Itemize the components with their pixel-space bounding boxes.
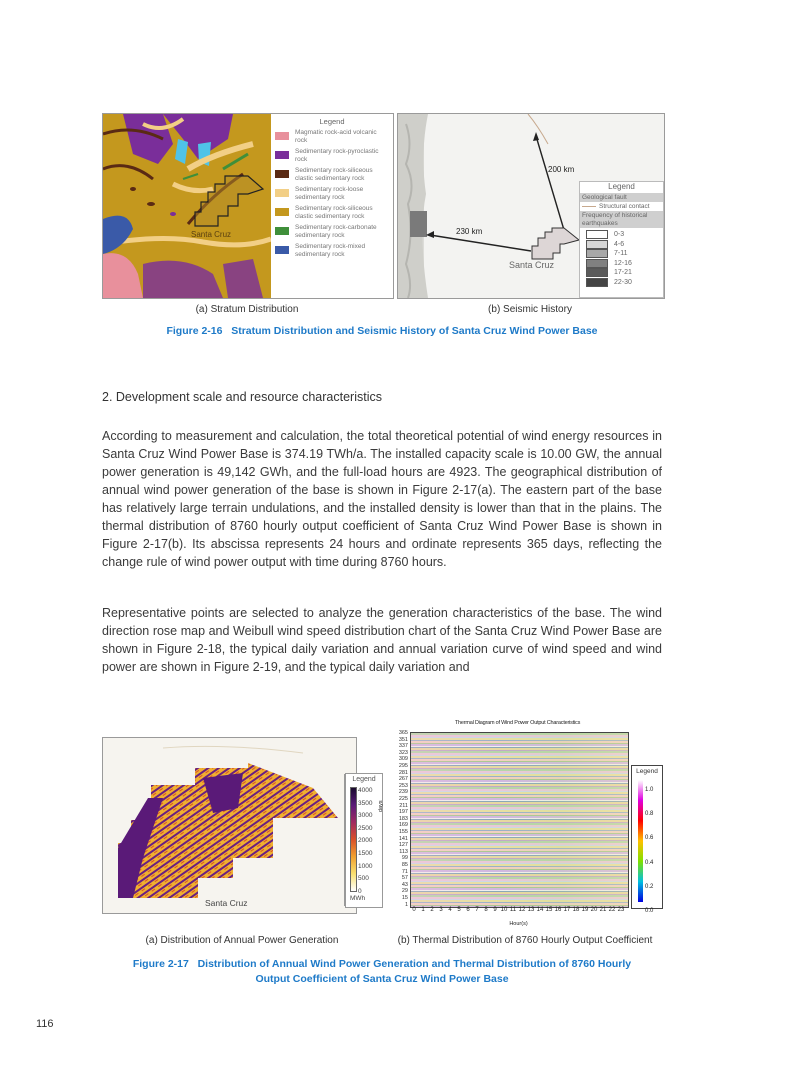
heatmap-y-axis: 365 351 337 323 309 295 281 267 253 239 225 211 197 183 169 155 141 127 113 99 85 71 57 43 29 15 1	[398, 730, 408, 908]
legend-item: Sedimentary rock-pyroclastic rock	[275, 148, 389, 164]
tick-label: 0.2	[645, 883, 654, 890]
tick-label: 500	[358, 875, 369, 883]
swatch-icon	[275, 227, 289, 235]
legend-item: 7-11	[580, 249, 663, 259]
seismic-legend-title: Legend	[608, 182, 635, 191]
subcaption-stratum: (a) Stratum Distribution	[195, 304, 299, 315]
contact-line-icon	[582, 206, 596, 207]
tick-label: 0.0	[645, 908, 654, 915]
swatch-icon	[586, 259, 608, 268]
legend-item: Sedimentary rock-mixed sedimentary rock	[275, 243, 389, 259]
legend-item: Sedimentary rock-siliceous clastic sedimentary rock	[275, 167, 389, 183]
tick-label: 0	[358, 887, 362, 895]
tick-label: 2500	[358, 824, 373, 832]
tick-label: 4000	[358, 787, 373, 794]
figure-2-17-caption-line-2: Output Coefficient of Santa Cruz Wind Power Base	[255, 973, 509, 985]
tick-label: 1000	[358, 862, 373, 870]
legend-item: Sedimentary rock-loose sedimentary rock	[275, 186, 389, 202]
power-legend-panel	[345, 773, 383, 908]
heatmap-xlabel: Hour(s)	[509, 921, 528, 927]
tick-label: 3500	[358, 799, 373, 807]
frequency-header: Frequency of historical earthquakes	[580, 211, 663, 228]
heatmap-legend	[631, 765, 663, 915]
figure-2-17-caption-line-1: Figure 2-17 Distribution of Annual Wind Power Generation and Thermal Distribution of 8760 Hourly	[132, 958, 632, 970]
heatmap-x-axis: 0 1 2 3 4 5 6 7 8 9 10 11 12 13 14 15 16 17 18 19 20 21 22 23	[412, 907, 625, 913]
section-heading: 2. Development scale and resource characteristics	[102, 390, 382, 404]
tick-label: 0.6	[645, 835, 654, 842]
heatmap-title: Thermal Diagram of Wind Power Output Characteristics	[454, 720, 581, 726]
legend-item: Magmatic rock-acid volcanic rock	[275, 129, 389, 145]
seismic-legend	[579, 181, 664, 298]
power-colorbar	[350, 787, 357, 892]
legend-item: Sedimentary rock-carbonate sedimentary rock	[275, 224, 389, 240]
legend-item: 22-30	[580, 278, 663, 288]
tick-label: 3000	[358, 812, 373, 820]
power-legend-unit: MWh	[350, 895, 366, 902]
stratum-legend	[271, 114, 393, 298]
distance-north-label: 200 km	[548, 165, 575, 174]
power-map-graphic	[103, 738, 356, 913]
seismic-place-label: Santa Cruz	[509, 260, 555, 270]
tick-label: 0.4	[645, 859, 654, 866]
swatch-icon	[275, 208, 289, 216]
swatch-icon	[586, 278, 608, 287]
paragraph-2: Representative points are selected to analyze the generation characteristics of the base. The wind direction rose map and Weibull wind speed distribution chart of the Santa Cruz Wind Power Base are shown in Figure 2-18, the typical daily variation and annual variation curve of wind speed and wind power are shown in Figure 2-19, and the typical daily variation and	[102, 606, 662, 674]
subcaption-seismic: (b) Seismic History	[488, 304, 572, 315]
swatch-icon	[275, 132, 289, 140]
stratum-legend-title: Legend	[319, 117, 345, 126]
distance-west-label: 230 km	[456, 227, 483, 236]
power-legend-title: Legend	[352, 776, 376, 783]
swatch-icon	[586, 249, 608, 258]
tick-label: 0.8	[645, 811, 654, 818]
tick-label: 1.0	[645, 787, 654, 793]
paragraph-1: According to measurement and calculation, the total theoretical potential of wind energy resources in Santa Cruz Wind Power Base is 374.19 TWh/a. The installed capacity scale is 10.00 GW, the annual power generation is 49,142 GWh, and the full-load hours are 4923. The geographical distribution of annual wind power generation of the base is shown in Figure 2-17(a). The eastern part of the base has relatively large terrain undulations, and the installed density is lower than that in the plains. The thermal distribution of 8760 hourly output coefficient of Santa Cruz Wind Power Base is shown in Figure 2-17(b). Its abscissa represents 24 hours and ordinate represents 365 days, reflecting the change rule of wind power output with time during 8760 hours.	[102, 429, 662, 569]
fault-header: Geological fault	[580, 193, 663, 202]
legend-item: 4-6	[580, 240, 663, 250]
stratum-map-graphic	[103, 114, 271, 298]
swatch-icon	[586, 240, 608, 249]
swatch-icon	[275, 151, 289, 159]
legend-item: 12-16	[580, 259, 663, 269]
legend-item: 17-21	[580, 268, 663, 278]
page-number: 116	[36, 1018, 54, 1030]
seismic-map	[397, 113, 665, 299]
power-place-label: Santa Cruz	[205, 898, 248, 908]
legend-item: Sedimentary rock-siliceous clastic sedimentary rock	[275, 205, 389, 221]
swatch-icon	[586, 268, 608, 277]
subcaption-power: (a) Distribution of Annual Power Generation	[145, 935, 339, 946]
heatmap-ylabel: days	[378, 800, 384, 812]
tick-label: 1500	[358, 849, 373, 857]
stratum-map	[102, 113, 394, 299]
swatch-icon	[275, 246, 289, 254]
tick-label: 2000	[358, 837, 373, 845]
swatch-icon	[586, 230, 608, 239]
figure-2-16-caption: Figure 2-16 Stratum Distribution and Seismic History of Santa Cruz Wind Power Base	[166, 325, 598, 337]
subcaption-heatmap: (b) Thermal Distribution of 8760 Hourly Output Coefficient	[397, 935, 653, 946]
fault-item: Structural contact	[580, 202, 663, 211]
stratum-place-label: Santa Cruz	[191, 230, 232, 239]
heatmap-plot	[410, 732, 629, 908]
heatmap-colorbar	[638, 780, 643, 902]
legend-item: 0-3	[580, 230, 663, 240]
swatch-icon	[275, 170, 289, 178]
swatch-icon	[275, 189, 289, 197]
power-generation-map	[102, 737, 357, 914]
heatmap-legend-title: Legend	[636, 768, 658, 775]
